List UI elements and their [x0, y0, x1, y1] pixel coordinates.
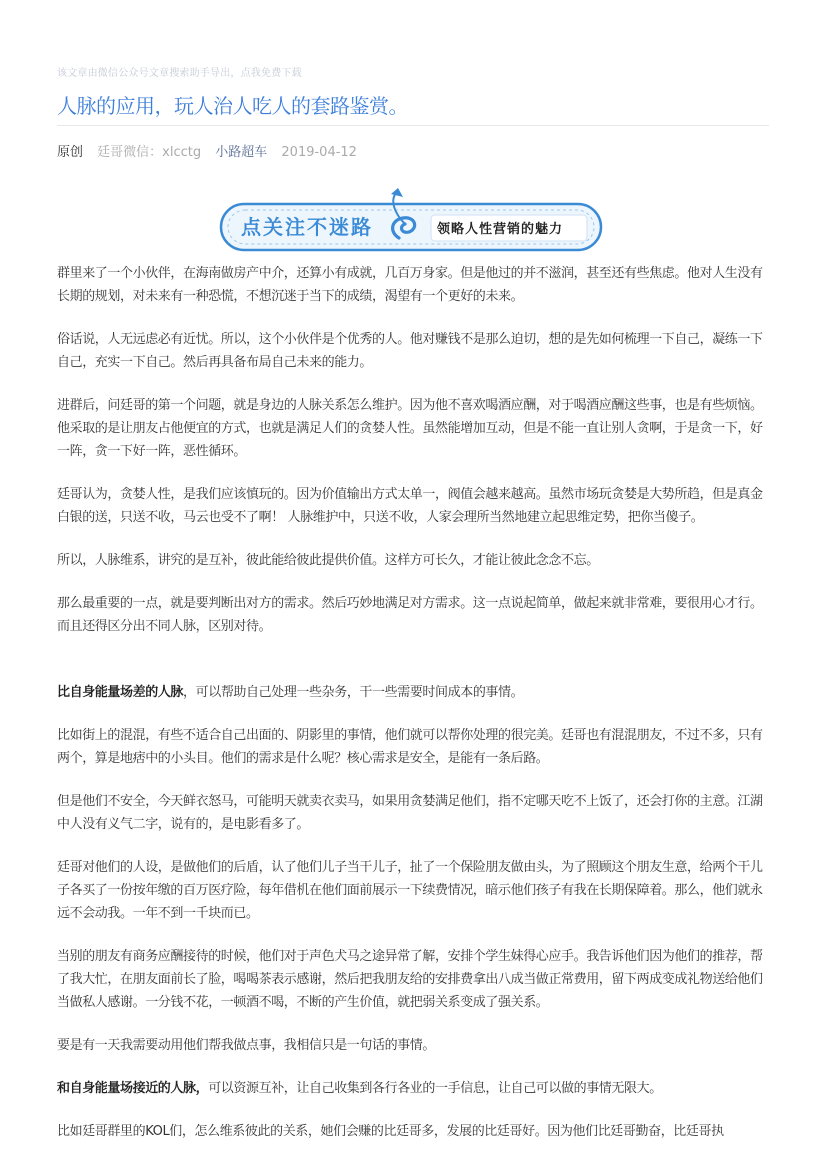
- paragraph: 所以，人脉维系，讲究的是互补，彼此能给彼此提供价值。这样方可长久，才能让彼此念念不忘。: [57, 553, 599, 568]
- paragraph: 那么最重要的一点，就是要判断出对方的需求。然后巧妙地满足对方需求。这一点说起简单，做起来就非常难，要很用心才行。而且还得区分出不同人脉，区别对待。: [57, 596, 763, 634]
- paragraph: 要是有一天我需要动用他们帮我做点事，我相信只是一句话的事情。: [57, 1038, 436, 1053]
- section-heading-paragraph: [57, 681, 767, 704]
- section-heading-text: 可以资源互补，让自己收集到各行各业的一手信息，让自己可以做的事情无限大。: [208, 1081, 662, 1096]
- banner-follow-text: 点关注不迷路: [241, 215, 373, 239]
- paragraph: 但是他们不安全，今天鲜衣怒马，可能明天就卖衣卖马，如果用贪婪满足他们，指不定哪天吃不上饭了，还会打你的主意。江湖中人没有义气二字，说有的，是电影看多了。: [57, 794, 763, 832]
- paragraph: 廷哥认为，贪婪人性，是我们应该慎玩的。因为价值输出方式太单一，阀值会越来越高。虽然市场玩贪婪是大势所趋，但是真金白银的送，只送不收，马云也受不了啊！ 人脉维护中，只送不收，人家会理所当然地建立起思维定势，把你当傻子。: [57, 487, 763, 525]
- paragraph: 廷哥对他们的人设，是做他们的后盾，认了他们儿子当干儿子，扯了一个保险朋友做由头，为了照顾这个朋友生意，给两个干儿子各买了一份按年缴的百万医疗险，每年借机在他们面前展示一下续费情况，暗示他们孩子有我在长期保障着。那么，他们就永远不会动我。一年不到一千块而已。: [57, 860, 763, 921]
- publish-date: 2019-04-12: [281, 145, 357, 160]
- article-body: [57, 262, 767, 1163]
- follow-banner: [219, 186, 603, 252]
- author-label: 廷哥微信：xlcctg: [97, 145, 202, 160]
- article-meta: [57, 141, 367, 160]
- section-heading-bold: 和自身能量场接近的人脉，: [57, 1081, 209, 1096]
- paragraph: 当别的朋友有商务应酬接待的时候，他们对于声色犬马之途异常了解，安排个学生妹得心应手。我告诉他们因为他们的推荐，帮了我大忙，在朋友面前长了脸，喝喝茶表示感谢，然后把我朋友给的安排费拿出八成当做正常费用，留下两成变成礼物送给他们当做私人感谢。一分钱不花，一顿酒不喝，不断的产生价值，就把弱关系变成了强关系。: [57, 949, 763, 1010]
- section-heading-bold: 比自身能量场差的人脉: [57, 685, 184, 700]
- section-heading-text: ，可以帮助自己处理一些杂务，干一些需要时间成本的事情。: [183, 685, 524, 700]
- original-tag: 原创: [57, 145, 84, 160]
- paragraph: 比如廷哥群里的KOL们，怎么维系彼此的关系，她们会赚的比廷哥多，发展的比廷哥好。因为他们比廷哥勤奋，比廷哥执: [57, 1124, 724, 1139]
- title-divider: [57, 125, 769, 126]
- account-name-link[interactable]: 小路超车: [215, 145, 268, 160]
- export-notice-link[interactable]: 该文章由微信公众号文章搜索助手导出，点我免费下载: [57, 68, 302, 79]
- article-title: 人脉的应用，玩人治人吃人的套路鉴赏。: [57, 94, 408, 118]
- paragraph: 比如街上的混混，有些不适合自己出面的、阴影里的事情，他们就可以帮你处理的很完美。廷哥也有混混朋友，不过不多，只有两个，算是地痞中的小头目。他们的需求是什么呢？核心需求是安全，是能有一条后路。: [57, 728, 763, 766]
- paragraph: 进群后，问廷哥的第一个问题，就是身边的人脉关系怎么维护。因为他不喜欢喝酒应酬，对于喝酒应酬这些事，也是有些烦恼。他采取的是让朋友占他便宜的方式，也就是满足人们的贪婪人性。虽然能增加互动，但是不能一直让别人贪啊，于是贪一下，好一阵，贪一下好一阵，恶性循环。: [57, 398, 763, 459]
- paragraph: 群里来了一个小伙伴，在海南做房产中介，还算小有成就，几百万身家。但是他过的并不滋润，甚至还有些焦虑。他对人生没有长期的规划，对未来有一种恐慌，不想沉迷于当下的成绩，渴望有一个更好的未来。: [57, 266, 763, 304]
- paragraph: 俗话说，人无远虑必有近忧。所以，这个小伙伴是个优秀的人。他对赚钱不是那么迫切，想的是先如何梳理一下自己，凝练一下自己，充实一下自己。然后再具备布局自己未来的能力。: [57, 332, 763, 370]
- section-heading-paragraph: [57, 1077, 767, 1100]
- banner-slogan-text: 领略人性营销的魅力: [437, 222, 564, 237]
